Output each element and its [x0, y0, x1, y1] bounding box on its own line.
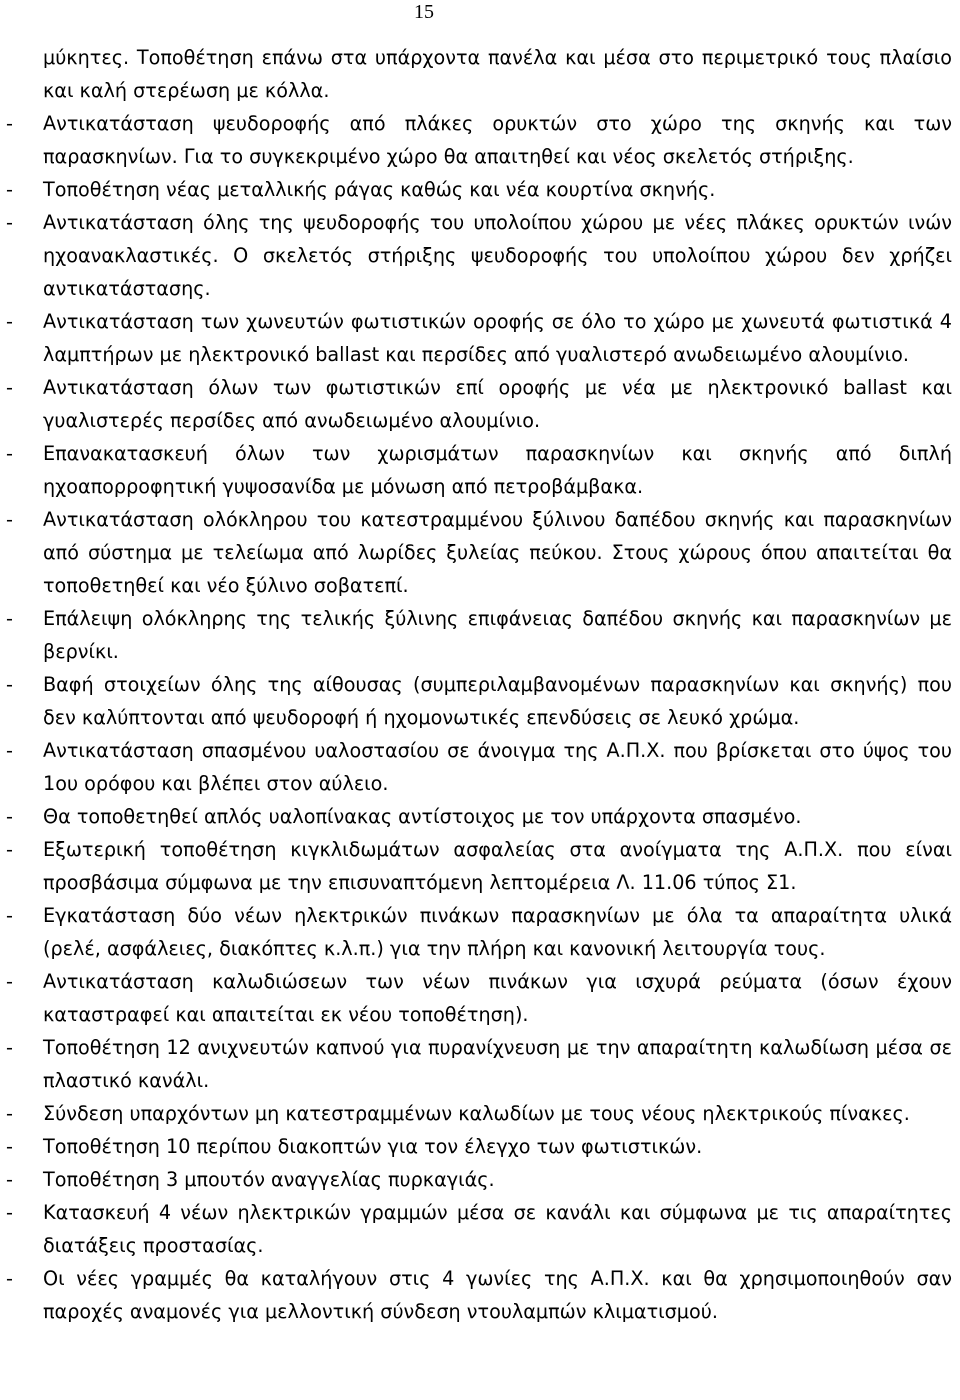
list-item-text: Κατασκευή 4 νέων ηλεκτρικών γραμμών μέσα σε κανάλι και σύμφωνα με τις απαραίτητες διατάξεις προστασίας.	[43, 1201, 952, 1257]
list-item	[0, 1130, 952, 1163]
list-item-text: Αντικατάσταση ψευδοροφής από πλάκες ορυκτών στο χώρο της σκηνής και των παρασκηνίων. Για το συγκεκριμένο χώρο θα απαιτηθεί και νέος σκελετός στήριξης.	[43, 112, 952, 168]
list-item-text: Αντικατάσταση των χωνευτών φωτιστικών οροφής σε όλο το χώρο με χωνευτά φωτιστικά 4 λαμπτήρων με ηλεκτρονικό ballast και περσίδες από γυαλιστερό ανωδειωμένο αλουμίνιο.	[43, 310, 952, 366]
bullet-dash: -	[6, 508, 13, 531]
list-item-text: Τοποθέτηση 3 μπουτόν αναγγελίας πυρκαγιάς.	[43, 1168, 495, 1191]
bullet-dash: -	[6, 904, 13, 927]
list-item-text: Αντικατάσταση όλης της ψευδοροφής του υπολοίπου χώρου με νέες πλάκες ορυκτών ινών ηχοανακλαστικές. Ο σκελετός στήριξης ψευδοροφής του υπολοίπου χώρου δεν χρήζει αντικατάστασης.	[43, 211, 952, 300]
bullet-dash: -	[6, 607, 13, 630]
list-item	[0, 734, 952, 800]
list-item-text: Αντικατάσταση όλων των φωτιστικών επί οροφής με νέα με ηλεκτρονικό ballast και γυαλιστερές περσίδες από ανωδειωμένο αλουμίνιο.	[43, 376, 952, 432]
list-item-text: Σύνδεση υπαρχόντων μη κατεστραμμένων καλωδίων με τους νέους ηλεκτρικούς πίνακες.	[43, 1102, 910, 1125]
bullet-dash: -	[6, 376, 13, 399]
list-item-text: Θα τοποθετηθεί απλός υαλοπίνακας αντίστοιχος με τον υπάρχοντα σπασμένο.	[43, 805, 802, 828]
list-item	[0, 503, 952, 602]
list-item-text: Εξωτερική τοποθέτηση κιγκλιδωμάτων ασφαλείας στα ανοίγματα της Α.Π.Χ. που είναι προσβάσιμα σύμφωνα με την επισυναπτόμενη λεπτομέρεια Λ. 11.06 τύπος Σ1.	[43, 838, 952, 894]
bullet-dash: -	[6, 310, 13, 333]
bullet-dash: -	[6, 838, 13, 861]
list-item-text: Επάλειψη ολόκληρης της τελικής ξύλινης επιφάνειας δαπέδου σκηνής και παρασκηνίων με βερνίκι.	[43, 607, 952, 663]
list-item-text: Οι νέες γραμμές θα καταλήγουν στις 4 γωνίες της Α.Π.Χ. και θα χρησιμοποιηθούν σαν παροχές αναμονές για μελλοντική σύνδεση ντουλαμπών κλιματισμού.	[43, 1267, 952, 1323]
page-number: 15	[414, 1, 434, 23]
list-item	[0, 1163, 952, 1196]
intro-text: μύκητες. Τοποθέτηση επάνω στα υπάρχοντα πανέλα και μέσα στο περιμετρικό τους πλαίσιο και καλή στερέωση με κόλλα.	[43, 46, 952, 102]
bullet-dash: -	[6, 1102, 13, 1125]
list-item-text: Τοποθέτηση 12 ανιχνευτών καπνού για πυρανίχνευση με την απαραίτητη καλωδίωση μέσα σε πλαστικό κανάλι.	[43, 1036, 952, 1092]
bullet-dash: -	[6, 112, 13, 135]
list-item	[0, 668, 952, 734]
bullet-dash: -	[6, 1267, 13, 1290]
list-item	[0, 833, 952, 899]
list-item	[0, 206, 952, 305]
intro-paragraph	[0, 41, 952, 107]
list-item-text: Αντικατάσταση καλωδιώσεων των νέων πινάκων για ισχυρά ρεύματα (όσων έχουν καταστραφεί και απαιτείται εκ νέου τοποθέτηση).	[43, 970, 952, 1026]
bullet-dash: -	[6, 1135, 13, 1158]
list-item-text: Τοποθέτηση 10 περίπου διακοπτών για τον έλεγχο των φωτιστικών.	[43, 1135, 703, 1158]
bullet-dash: -	[6, 1201, 13, 1224]
bullet-dash: -	[6, 1036, 13, 1059]
list-item	[0, 965, 952, 1031]
bullet-dash: -	[6, 970, 13, 993]
list-item	[0, 305, 952, 371]
document-body	[0, 41, 952, 1328]
list-item	[0, 800, 952, 833]
list-item	[0, 1196, 952, 1262]
list-item-text: Αντικατάσταση ολόκληρου του κατεστραμμένου ξύλινου δαπέδου σκηνής και παρασκηνίων από σύστημα με τελείωμα από λωρίδες ξυλείας πεύκου. Στους χώρους όπου απαιτείται θα τοποθετηθεί και νέο ξύλινο σοβατεπί.	[43, 508, 952, 597]
list-item	[0, 107, 952, 173]
bullet-dash: -	[6, 442, 13, 465]
bullet-dash: -	[6, 211, 13, 234]
list-item-text: Επανακατασκευή όλων των χωρισμάτων παρασκηνίων και σκηνής από διπλή ηχοαπορροφητική γυψοσανίδα με μόνωση από πετροβάμβακα.	[43, 442, 952, 498]
list-item-text: Τοποθέτηση νέας μεταλλικής ράγας καθώς και νέα κουρτίνα σκηνής.	[43, 178, 716, 201]
bullet-dash: -	[6, 739, 13, 762]
list-item	[0, 1262, 952, 1328]
list-item	[0, 437, 952, 503]
bullet-list	[0, 107, 952, 1328]
list-item-text: Αντικατάσταση σπασμένου υαλοστασίου σε άνοιγμα της Α.Π.Χ. που βρίσκεται στο ύψος του 1ου ορόφου και βλέπει στον αύλειο.	[43, 739, 952, 795]
list-item	[0, 899, 952, 965]
bullet-dash: -	[6, 673, 13, 696]
list-item	[0, 1097, 952, 1130]
list-item	[0, 173, 952, 206]
list-item	[0, 602, 952, 668]
list-item-text: Βαφή στοιχείων όλης της αίθουσας (συμπεριλαμβανομένων παρασκηνίων και σκηνής) που δεν καλύπτονται από ψευδοροφή ή ηχομονωτικές επενδύσεις σε λευκό χρώμα.	[43, 673, 952, 729]
list-item	[0, 1031, 952, 1097]
list-item-text: Εγκατάσταση δύο νέων ηλεκτρικών πινάκων παρασκηνίων με όλα τα απαραίτητα υλικά (ρελέ, ασφάλειες, διακόπτες κ.λ.π.) για την πλήρη και κανονική λειτουργία τους.	[43, 904, 952, 960]
bullet-dash: -	[6, 178, 13, 201]
bullet-dash: -	[6, 1168, 13, 1191]
list-item	[0, 371, 952, 437]
bullet-dash: -	[6, 805, 13, 828]
